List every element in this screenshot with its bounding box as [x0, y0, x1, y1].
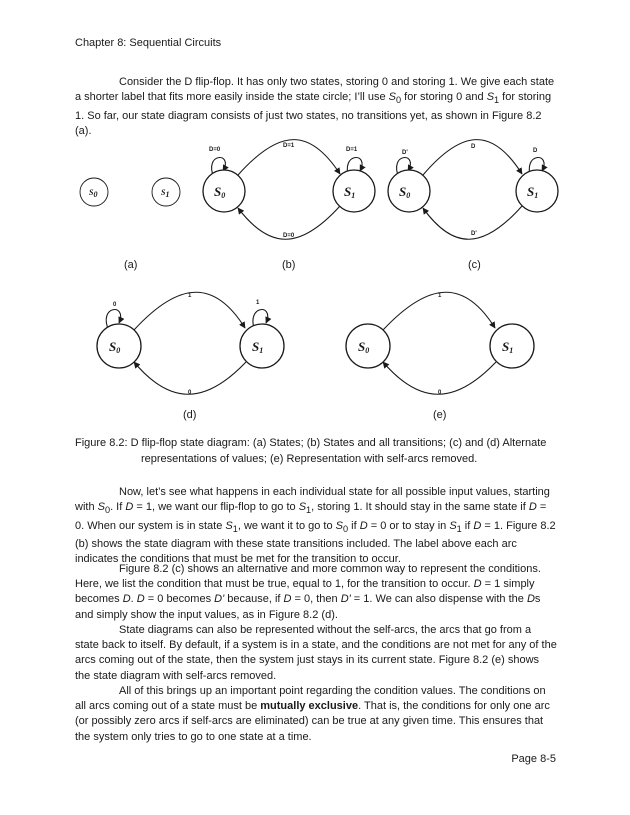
chapter-header: Chapter 8: Sequential Circuits — [75, 37, 222, 49]
page-number: Page 8-5 — [511, 753, 556, 765]
self-arc-s1-label: 1 — [256, 300, 260, 306]
diagram-e — [346, 292, 534, 421]
subfigure-d-label: (d) — [183, 409, 197, 421]
diagram-c — [388, 140, 558, 271]
figure-caption: Figure 8.2: D flip-flop state diagram: (a) States; (b) States and all transitions; (c) and (d) Alternate representations of values; (e) Representation with self-arcs removed. — [75, 437, 547, 465]
state-s1-label: S1 — [344, 184, 356, 200]
subfigure-c-label: (c) — [468, 259, 481, 271]
state-s0-label: S0 — [399, 184, 411, 200]
arc-s1-to-s0-label: D=0 — [283, 233, 295, 239]
self-arc-s0-label: D=0 — [209, 147, 221, 153]
arc-s0-to-s1-label: D — [471, 144, 476, 150]
paragraph-transitions: Now, let’s see what happens in each individual state for all possible input values, starting with $S_0$. If D = 1, we want our flip-flop to go to $S_1$, storing 1. It should stay in the same state if D = 0. When our system is in state $S_1$, we want it to go to $S_0$ if D = 0 or to stay in $S_1$ if D = 1. Figure 8.2 (b) shows the state diagram with these state transitions included. The label above each arc indicates the conditions that must be met for the transition to occur. — [75, 486, 556, 566]
state-s1-label: S1 — [161, 188, 170, 199]
diagram-d — [97, 292, 284, 421]
subfigure-e-label: (e) — [433, 409, 447, 421]
state-s0-label: S0 — [109, 339, 121, 355]
subfigure-a-label: (a) — [124, 259, 138, 271]
state-s0-label: S0 — [358, 339, 370, 355]
paragraph-mutually-exclusive: All of this brings up an important point regarding the condition values. The conditions on all arcs coming out of a state must be mutually exclusive. That is, the conditions for only one arc (or possibly zero arcs if self-arcs are eliminated) can be true at any given time. This ensures that the system only tries to go to one state at a time. — [75, 685, 550, 743]
arc-s0-to-s1-label: 1 — [188, 293, 192, 299]
state-s1-label: S1 — [252, 339, 264, 355]
paragraph-self-arcs: State diagrams can also be represented without the self-arcs, the arcs that go from a state back to itself. By default, if a system is in a state, and the conditions are not met for any of the arcs coming out of the state, then the system just stays in its current state. Figure 8.2 (e) shows the state diagram with self-arcs removed. — [75, 624, 557, 682]
diagram-b — [203, 140, 375, 271]
arc-s1-to-s0-label: 0 — [188, 390, 192, 396]
paragraph-conditions: Figure 8.2 (c) shows an alternative and more common way to represent the conditions. Here, we list the condition that must be true, equal to 1, for the transition to occur. D = 1 simply becomes D. D = 0 becomes D' because, if D = 0, then D' = 1. We can also dispense with the Ds and simply show the input values, as in Figure 8.2 (d). — [75, 563, 541, 621]
arc-s1-to-s0-label: 0 — [438, 390, 442, 396]
self-arc-s1-label: D — [533, 148, 538, 154]
state-s1-label: S1 — [527, 184, 539, 200]
intro-paragraph: Consider the D flip-flop. It has only two states, storing 0 and storing 1. We give each state a shorter label that fits more easily inside the state circle; I’ll use $S_0$ for storing 0 and $S_1$ for storing 1. So far, our state diagram consists of just two states, no transitions yet, as shown in Figure 8.2 (a). — [75, 76, 555, 137]
state-s1-label: S1 — [502, 339, 514, 355]
subfigure-b-label: (b) — [282, 259, 296, 271]
state-s0-label: S0 — [89, 188, 98, 199]
diagram-a — [80, 178, 180, 271]
arc-s0-to-s1-label: 1 — [438, 293, 442, 299]
self-arc-s0-label: 0 — [113, 302, 117, 308]
arc-s0-to-s1-label: D=1 — [283, 143, 295, 149]
self-arc-s1-label: D=1 — [346, 147, 358, 153]
state-s0-label: S0 — [214, 184, 226, 200]
arc-s1-to-s0-label: D' — [471, 231, 477, 237]
self-arc-s0-label: D' — [402, 150, 408, 156]
